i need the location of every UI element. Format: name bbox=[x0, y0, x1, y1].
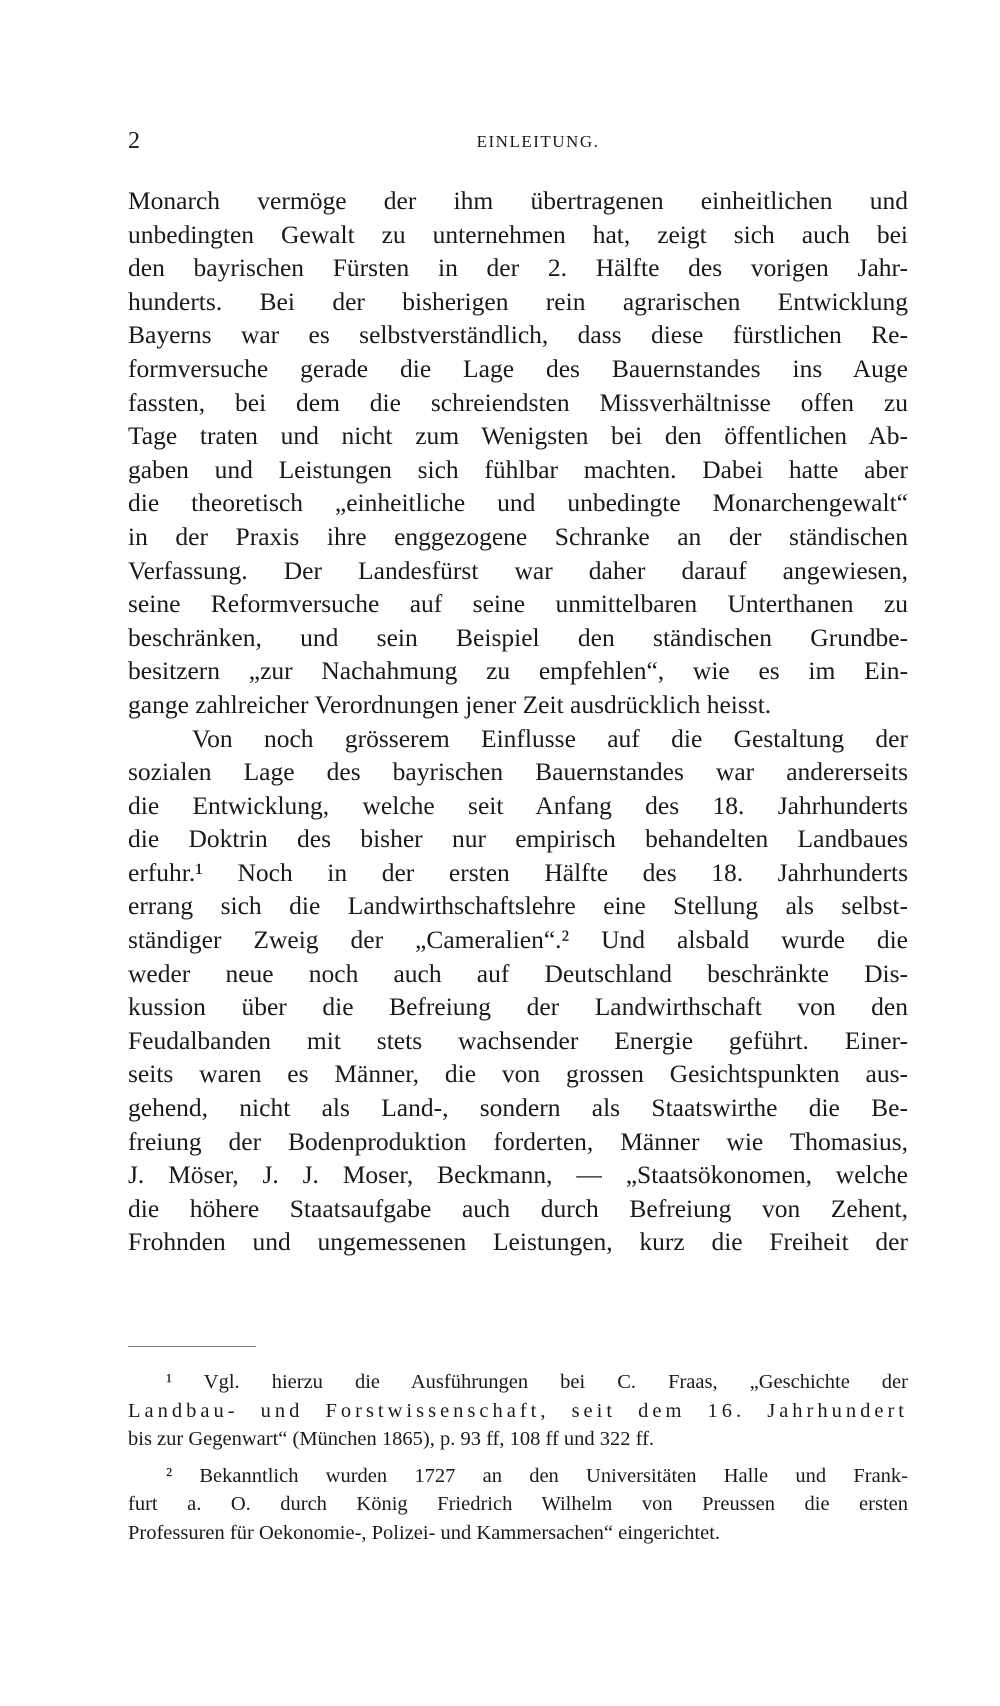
text-line: freiung der Bodenproduktion forderten, Männer wie Thomasius, bbox=[128, 1126, 908, 1156]
text-line: Feudalbanden mit stets wachsender Energie geführt. Einer- bbox=[128, 1025, 908, 1055]
text-line: die Doktrin des bisher nur empirisch behandelten Landbaues bbox=[128, 824, 908, 854]
text-line: in der Praxis ihre enggezogene Schranke an der ständischen bbox=[128, 521, 908, 551]
footnote-gap bbox=[128, 1454, 908, 1462]
footnote-2-line: Professuren für Oekonomie-, Polizei- und Kammersachen“ eingerichtet. bbox=[128, 1521, 721, 1544]
text-line: errang sich die Landwirthschaftslehre eine Stellung als selbst- bbox=[128, 891, 908, 921]
text-line: J. Möser, J. J. Moser, Beckmann, — „Staatsökonomen, welche bbox=[128, 1160, 908, 1190]
page-header bbox=[128, 128, 908, 158]
text-line: Monarch vermöge der ihm übertragenen einheitlichen und bbox=[128, 186, 908, 215]
text-line: gehend, nicht als Land-, sondern als Staatswirthe die Be- bbox=[128, 1093, 908, 1123]
footnote-separator bbox=[128, 1346, 256, 1347]
text-line: sozialen Lage des bayrischen Bauernstandes war andererseits bbox=[128, 757, 908, 787]
text-line: kussion über die Befreiung der Landwirthschaft von den bbox=[128, 992, 908, 1022]
text-line: seine Reformversuche auf seine unmittelbaren Unterthanen zu bbox=[128, 589, 908, 619]
text-line: Tage traten und nicht zum Wenigsten bei den öffentlichen Ab- bbox=[128, 421, 908, 451]
footnote-2-line: ² Bekanntlich wurden 1727 an den Universitäten Halle und Frank- bbox=[166, 1464, 908, 1487]
footnote-1-line: bis zur Gegenwart“ (München 1865), p. 93 ff, 108 ff und 322 ff. bbox=[128, 1428, 655, 1450]
text-line: die theoretisch „einheitliche und unbedingte Monarchengewalt“ bbox=[128, 488, 908, 518]
text-line: erfuhr.¹ Noch in der ersten Hälfte des 18. Jahrhunderts bbox=[128, 857, 908, 887]
text-line: weder neue noch auch auf Deutschland beschränkte Dis- bbox=[128, 958, 908, 988]
text-line: gange zahlreicher Verordnungen jener Zeit ausdrücklich heisst. bbox=[128, 689, 772, 719]
text-line: den bayrischen Fürsten in der 2. Hälfte des vorigen Jahr- bbox=[128, 253, 908, 283]
text-line: Verfassung. Der Landesfürst war daher darauf angewiesen, bbox=[128, 555, 908, 585]
text-line: gaben und Leistungen sich fühlbar machten. Dabei hatte aber bbox=[128, 454, 908, 484]
text-line: ständiger Zweig der „Cameralien“.² Und alsbald wurde die bbox=[128, 925, 908, 955]
footnote-1-line: ¹ Vgl. hierzu die Ausführungen bei C. Fraas, „Geschichte der bbox=[166, 1371, 908, 1393]
text-line: Frohnden und ungemessenen Leistungen, kurz die Freiheit der bbox=[128, 1227, 908, 1257]
text-line: die Entwicklung, welche seit Anfang des 18. Jahrhunderts bbox=[128, 790, 908, 820]
text-line: Bayerns war es selbstverständlich, dass diese fürstlichen Re- bbox=[128, 320, 908, 350]
text-line: Von noch grösserem Einflusse auf die Gestaltung der bbox=[192, 723, 908, 753]
page-number: 2 bbox=[128, 128, 140, 154]
text-line: unbedingten Gewalt zu unternehmen hat, zeigt sich auch bei bbox=[128, 219, 908, 249]
text-line: die höhere Staatsaufgabe auch durch Befreiung von Zehent, bbox=[128, 1193, 908, 1223]
text-line: fassten, bei dem die schreiendsten Missverhältnisse offen zu bbox=[128, 387, 908, 417]
running-head: EINLEITUNG. bbox=[476, 132, 600, 151]
footnotes bbox=[128, 1368, 908, 1547]
text-line: formversuche gerade die Lage des Bauernstandes ins Auge bbox=[128, 353, 908, 383]
body-text bbox=[128, 184, 908, 1259]
text-line: beschränken, und sein Beispiel den ständischen Grundbe- bbox=[128, 622, 908, 652]
footnote-1-line: Landbau- und Forstwissenschaft, seit dem 16. Jahrhundert bbox=[128, 1399, 908, 1422]
footnote-2-line: furt a. O. durch König Friedrich Wilhelm von Preussen die ersten bbox=[128, 1493, 908, 1515]
text-line: seits waren es Männer, die von grossen Gesichtspunkten aus- bbox=[128, 1059, 908, 1089]
text-line: besitzern „zur Nachahmung zu empfehlen“, wie es im Ein- bbox=[128, 656, 908, 686]
text-line: hunderts. Bei der bisherigen rein agrarischen Entwicklung bbox=[128, 286, 908, 316]
